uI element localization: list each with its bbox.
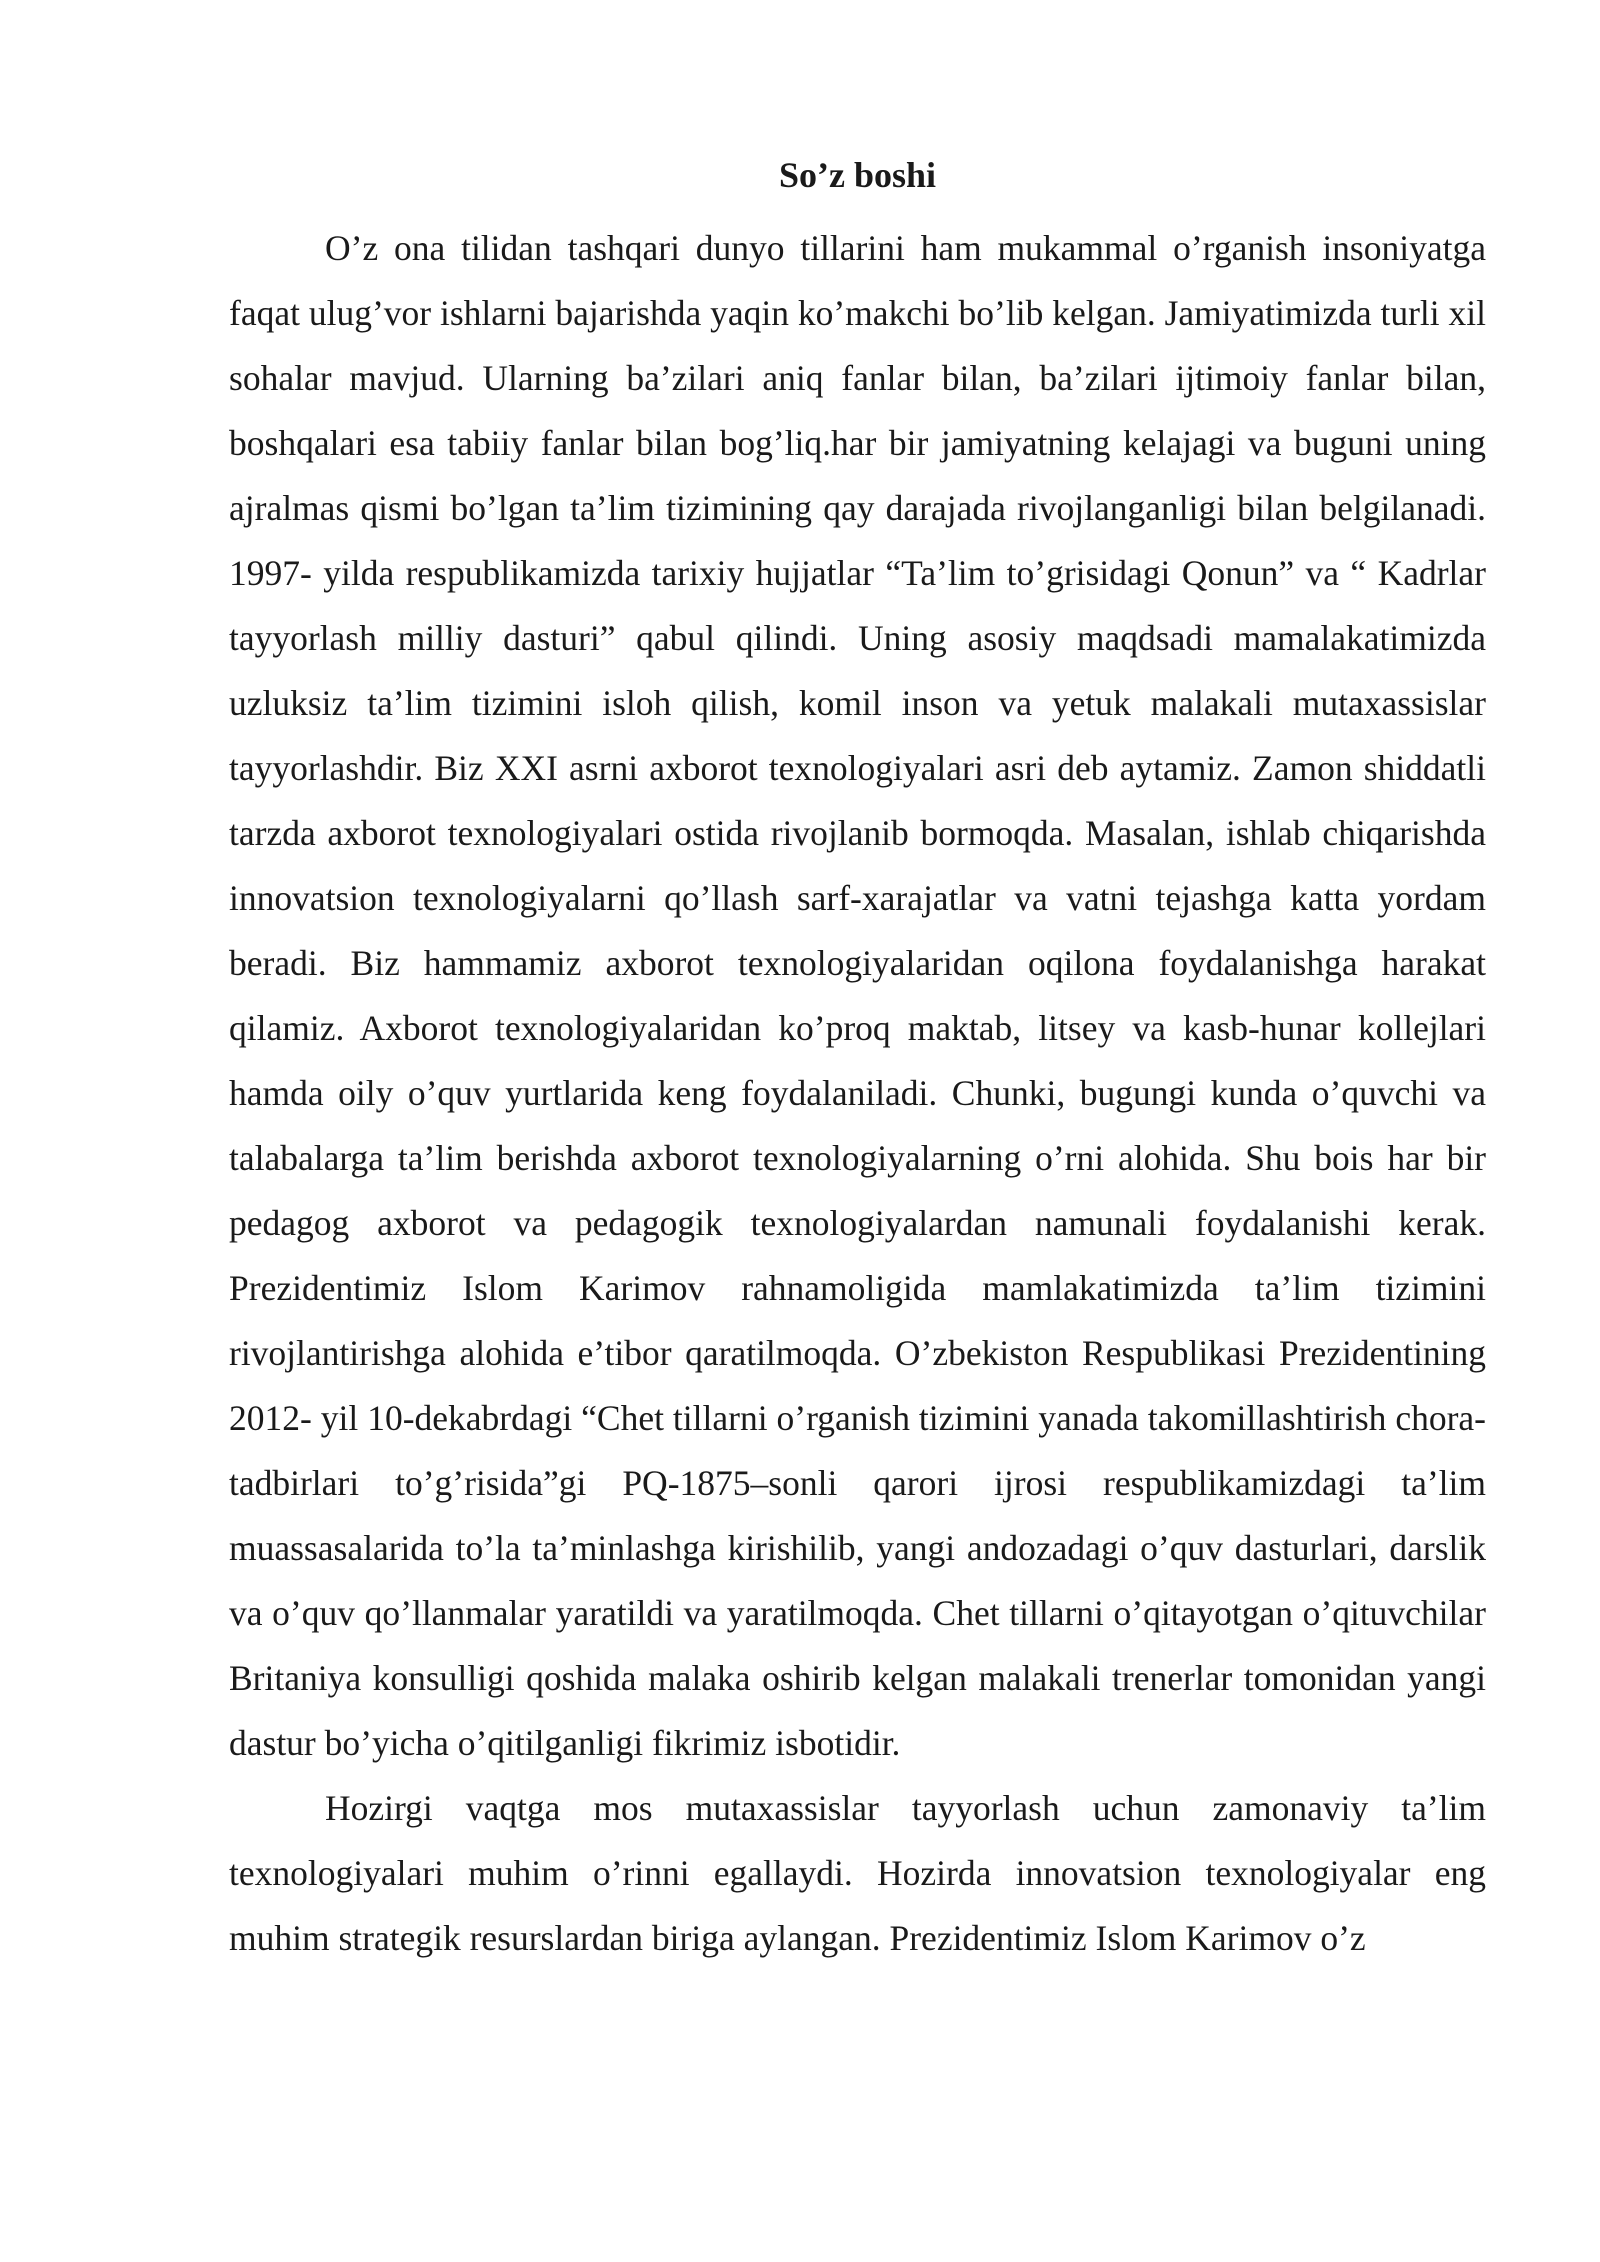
paragraph-1: O’z ona tilidan tashqari dunyo tillarini ham mukammal o’rganish insoniyatga faqat ulug’vor ishlarni bajarishda yaqin ko’makchi bo’lib kelgan. Jamiyatimizda turli xil sohalar mavjud. Ularning ba’zilari aniq fanlar bilan, ba’zilari ijtimoiy fanlar bilan, boshqalari esa tabiiy fanlar bilan bog’liq.har bir jamiyatning kelajagi va buguni uning ajralmas qismi bo’lgan ta’lim tizimining qay darajada rivojlanganligi bilan belgilanadi. 1997- yilda respublikamizda tarixiy hujjatlar “Ta’lim to’grisidagi Qonun” va “ Kadrlar tayyorlash milliy dasturi” qabul qilindi. Uning asosiy maqdsadi mamalakatimizda uzluksiz ta’lim tizimini isloh qilish, komil inson va yetuk malakali mutaxassislar tayyorlashdir. Biz XXI asrni axborot texnologiyalari asri deb aytamiz. Zamon shiddatli tarzda axborot texnologiyalari ostida rivojlanib bormoqda. Masalan, ishlab chiqarishda innovatsion texnologiyalarni qo’llash sarf-xarajatlar va vatni tejashga katta yordam beradi. Biz hammamiz axborot texnologiyalaridan oqilona foydalanishga harakat qilamiz. Axborot texnologiyalaridan ko’proq maktab, litsey va kasb-hunar kollejlari hamda oily o’quv yurtlarida keng foydalaniladi. Chunki, bugungi kunda o’quvchi va talabalarga ta’lim berishda axborot texnologiyalarning o’rni alohida. Shu bois har bir pedagog axborot va pedagogik texnologiyalardan namunali foydalanishi kerak. Prezidentimiz Islom Karimov rahnamoligida mamlakatimizda ta’lim tizimini rivojlantirishga alohida e’tibor qaratilmoqda. O’zbekiston Respublikasi Prezidentining 2012- yil 10-dekabrdagi “Chet tillarni o’rganish tizimini yanada takomillashtirish chora-tadbirlari to’g’risida”gi PQ-1875–sonli qarori ijrosi respublikamizdagi ta’lim muassasalarida to’la ta’minlashga kirishilib, yangi andozadagi o’quv dasturlari, darslik va o’quv qo’llanmalar yaratildi va yaratilmoqda. Chet tillarni o’qitayotgan o’qituvchilar Britaniya konsulligi qoshida malaka oshirib kelgan malakali trenerlar tomonidan yangi dastur bo’yicha o’qitilganligi fikrimiz isbotidir. xyxy=(229,228,1486,1763)
page-title: So’z boshi xyxy=(778,155,937,195)
paragraph-2: Hozirgi vaqtga mos mutaxassislar tayyorlash uchun zamonaviy ta’lim texnologiyalari muhim o’rinni egallaydi. Hozirda innovatsion texnologiyalar eng muhim strategik resurslardan biriga aylangan. Prezidentimiz Islom Karimov o’z xyxy=(229,1788,1486,1958)
document-body xyxy=(229,150,1486,1971)
